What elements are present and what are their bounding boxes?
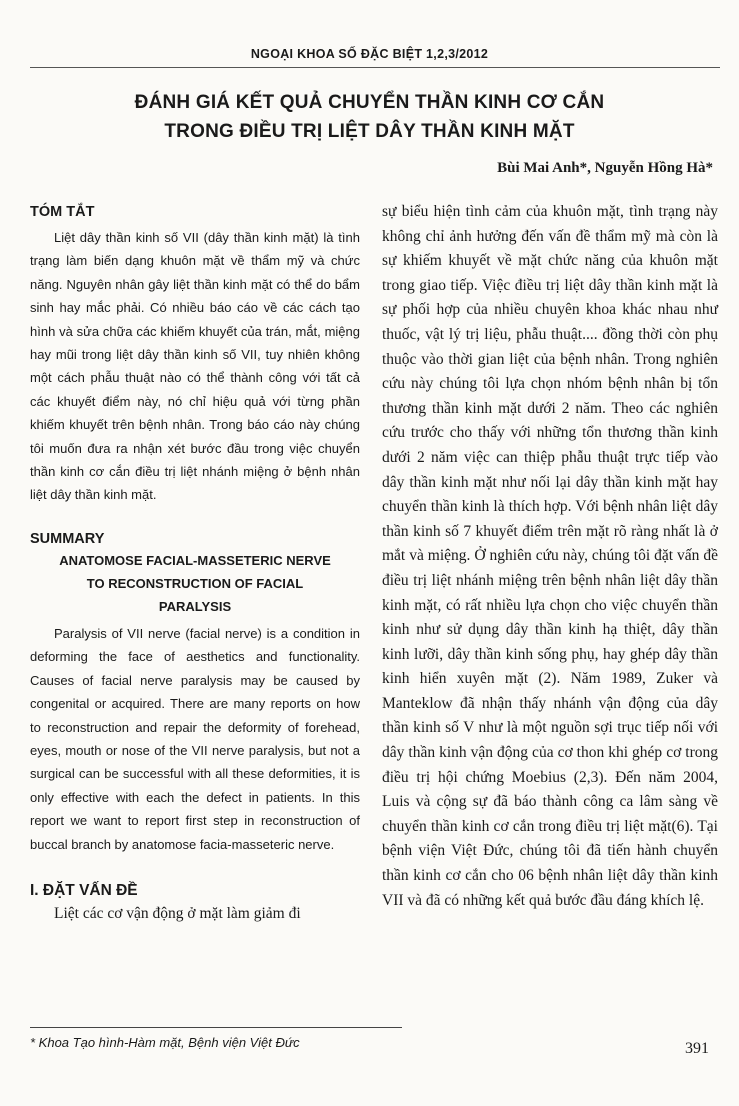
header-divider bbox=[30, 67, 720, 68]
intro-heading: I. ĐẶT VẤN ĐỀ bbox=[30, 881, 138, 899]
summary-title-line-3: PARALYSIS bbox=[158, 598, 232, 614]
intro-text-continued: sự biểu hiện tình cảm của khuôn mặt, tình trạng này không chỉ ảnh hưởng đến vấn đề thẩm mỹ mà còn là sự khiếm khuyết về mặt chức năng của khuôn mặt trong giao tiếp. Việc điều trị liệt dây thần kinh mặt là sự phối hợp của nhiều chuyên khoa khác nhau như thuốc, vật lý trị liệu, phẫu thuật.... đồng thời còn phụ thuộc vào thời gian liệt của bệnh nhân. Trong nghiên cứu này chúng tôi lựa chọn nhóm bệnh nhân bị tổn thương thần kinh mặt dưới 2 năm. Theo các nghiên cứu trước cho thấy với những tổn thương thần kinh dưới 2 năm việc can thiệp phẫu thuật trực tiếp vào dây thần kinh mặt như nối lại dây thần kinh mặt hay chuyển thần kinh là thích hợp. Với bệnh nhân liệt dây thần kinh số 7 khuyết điểm trên mặt rõ ràng nhất là ở mắt và miệng. Ở nghiên cứu này, chúng tôi đặt vấn đề điều trị liệt nhánh miệng trên bệnh nhân liệt dây thần kinh mặt, có rất nhiều lựa chọn cho việc chuyển thần kinh như sử dụng dây thần kinh hạ thiệt, dây thần kinh lưỡi, dây thần kinh sống phụ, hay ghép dây thần kinh hiển xuyên mặt (2). Năm 1989, Zuker và Manteklow đã nhận thấy nhánh vận động của dây thần kinh số V như là một nguồn sợi trục tiếp nối với dây thần kinh vận động của cơ thon khi ghép cơ trong điều trị hội chứng Moebius (2,3). Đến năm 2004, Luis và cộng sự đã báo thành công ca lâm sàng về chuyển thần kinh cơ cắn trong điều trị liệt mặt(6). Tại bệnh viện Việt Đức, chúng tôi đã tiến hành chuyển thần kinh cơ cắn cho 06 bệnh nhân liệt dây thần kinh VII và đã có những kết quả bước đầu đáng khích lệ. bbox=[382, 203, 718, 909]
intro-text-start: Liệt các cơ vận động ở mặt làm giảm đi bbox=[54, 904, 301, 922]
right-column bbox=[382, 200, 718, 913]
abstract-vi-text: Liệt dây thần kinh số VII (dây thần kinh mặt) là tình trạng làm biến dạng khuôn mặt về thẩm mỹ và chức năng. Nguyên nhân gây liệt thần kinh mặt có thể do bẩm sinh hay mắc phải. Có nhiều báo cáo về các cách tạo hình và sửa chữa các khiếm khuyết của trán, mắt, miệng hay mũi trong liệt dây thần kinh số VII, tuy nhiên không một cách phẫu thuật nào có thể thành công với tất cả các khuyết điểm này, nó chỉ hiệu quả với từng phần khiếm khuyết trên bệnh nhân. Trong báo cáo này chúng tôi muốn đưa ra nhận xét bước đầu trong việc chuyển thần kinh cơ cắn điều trị liệt nhánh miệng ở bệnh nhân liệt dây thần kinh mặt. bbox=[30, 230, 360, 503]
affiliation-footnote: * Khoa Tạo hình-Hàm mặt, Bệnh viện Việt Đức bbox=[30, 1035, 300, 1050]
summary-text: Paralysis of VII nerve (facial nerve) is a condition in deforming the face of aesthetics and functionality. Causes of facial nerve paralysis may be caused by congenital or acquired. There are many reports on how to reconstruction and repair the deformity of forehead, eyes, mouth or nose of the VII nerve paralysis, but not a surgical can be successful with all these deformities, it is only effective with each the defect in patients. In this report we want to report first step in reconstruction of buccal branch by anatomose facia-masseteric nerve. bbox=[30, 625, 360, 852]
abstract-vi-heading: TÓM TẮT bbox=[30, 204, 95, 220]
summary-heading: SUMMARY bbox=[30, 530, 105, 547]
left-column bbox=[30, 204, 360, 927]
footnote-divider bbox=[30, 1027, 402, 1028]
article-title bbox=[0, 88, 739, 146]
running-head: NGOẠI KHOA SỐ ĐẶC BIỆT 1,2,3/2012 bbox=[250, 47, 489, 61]
summary-title bbox=[30, 549, 360, 618]
title-line-2: TRONG ĐIỀU TRỊ LIỆT DÂY THẦN KINH MẶT bbox=[164, 121, 575, 142]
summary-title-line-2: TO RECONSTRUCTION OF FACIAL bbox=[86, 575, 304, 591]
authors: Bùi Mai Anh*, Nguyễn Hồng Hà* bbox=[497, 160, 713, 176]
page-number: 391 bbox=[685, 1040, 709, 1057]
summary-title-line-1: ANATOMOSE FACIAL-MASSETERIC NERVE bbox=[59, 552, 331, 568]
title-line-1: ĐÁNH GIÁ KẾT QUẢ CHUYỂN THẦN KINH CƠ CẮN bbox=[134, 92, 605, 113]
